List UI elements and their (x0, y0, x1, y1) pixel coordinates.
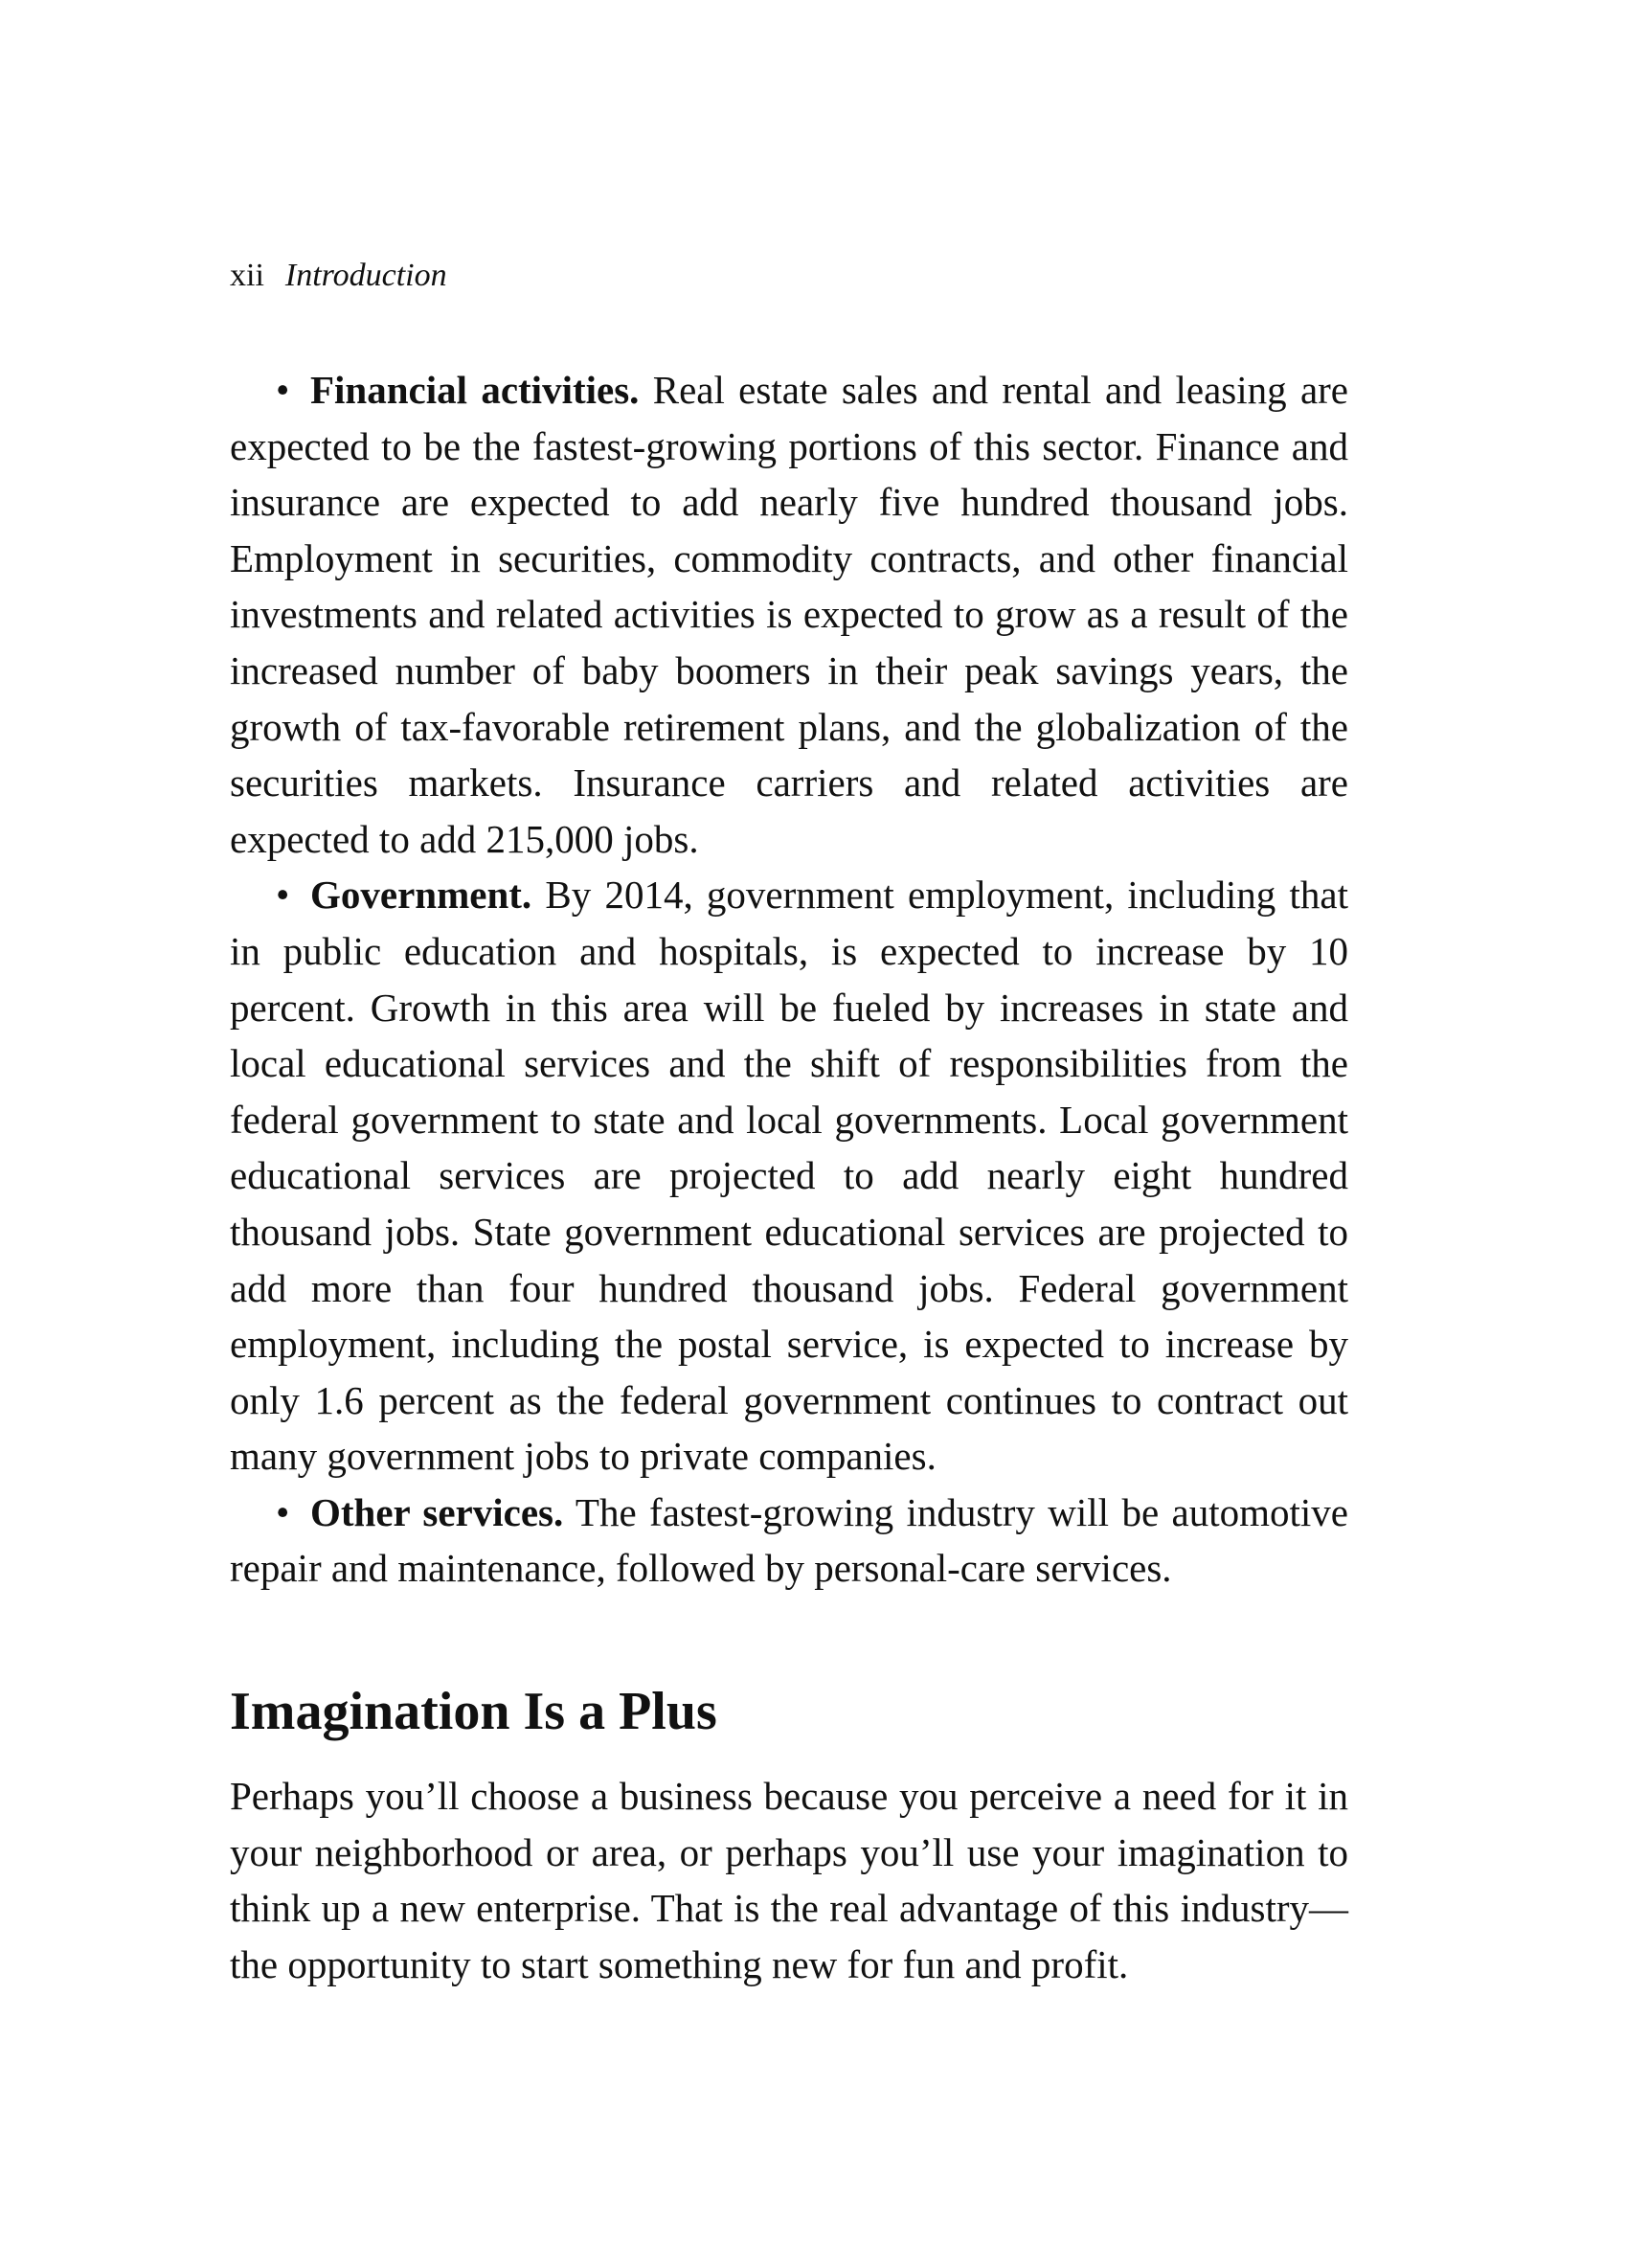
running-head-title: Introduction (284, 258, 447, 293)
bullet-lead: Other services. (310, 1489, 564, 1534)
page-number: xii (230, 258, 264, 293)
bullet-list (230, 362, 1348, 1597)
bullet-item-financial-activities (230, 362, 1348, 867)
bullet-item-other-services (230, 1485, 1348, 1597)
bullet-text: Real estate sales and rental and leasing are expected to be the fastest-growing portions of this sector. Finance and insurance are expected to add nearly five hundred thousand jobs. Employment in securities, commodity contracts, and other financial investments and related activities is expected to grow as a result of the increased number of baby boomers in their peak savings years, the growth of tax-favorable retirement plans, and the globalization of the securities markets. Insurance carriers and related activities are expected to add 215,000 jobs. (230, 368, 1348, 861)
section-paragraph: Perhaps you’ll choose a business because you perceive a need for it in your neighborhood or area, or perhaps you’ll use your imagination to think up a new enterprise. That is the real advantage of this industry—the opportunity to start something new for fun and profit. (230, 1774, 1348, 1986)
bullet-text: By 2014, government employment, including that in public education and hospitals, is expected to increase by 10 percent. Growth in this area will be fueled by increases in state and local educational services and the shift of responsibilities from the federal government to state and local governments. Local government educational services are projected to add nearly eight hundred thousand jobs. State government educational services are projected to add more than four hundred thousand jobs. Federal government employment, including the postal service, is expected to increase by only 1.6 percent as the federal government continues to contract out many government jobs to private companies. (230, 873, 1348, 1479)
running-head (230, 257, 447, 295)
bullet-lead: Financial activities. (310, 368, 640, 412)
bullet-item-government (230, 867, 1348, 1485)
section-heading: Imagination Is a Plus (230, 1682, 717, 1741)
bullet-icon: • (276, 1489, 290, 1534)
bullet-icon: • (276, 368, 290, 412)
bullet-icon: • (276, 873, 290, 918)
bullet-lead: Government. (310, 873, 532, 918)
bullet-text: The fastest-growing industry will be automotive repair and maintenance, followed by personal-care services. (230, 1489, 1348, 1591)
